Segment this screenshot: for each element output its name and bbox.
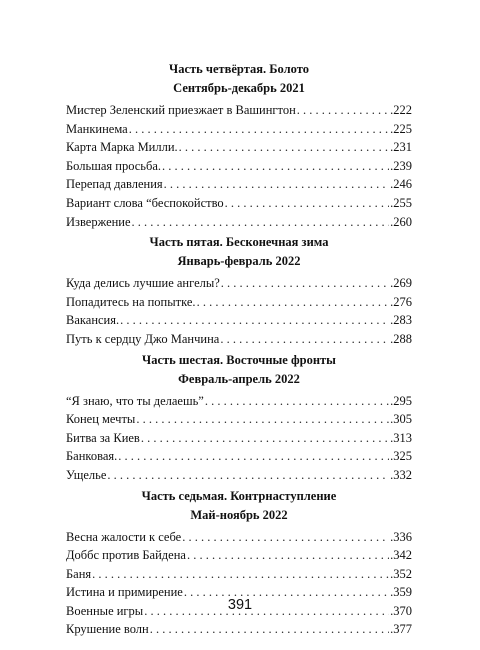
entry-title: Путь к сердцу Джо Манчина (66, 331, 220, 346)
entry-page: .295 (390, 393, 412, 408)
toc-entry (66, 157, 412, 176)
part-date-range: Май-ноябрь 2022 (190, 507, 288, 522)
entry-page: .283 (390, 313, 412, 328)
entry-title: Истина и примирение (66, 585, 183, 600)
entry-title: Попадитесь на попытке. (66, 294, 196, 309)
dot-leader (164, 175, 389, 194)
toc-entry (66, 392, 412, 411)
entry-title: Мистер Зеленский приезжает в Вашингтон (66, 103, 296, 117)
dot-leader (129, 120, 389, 139)
entry-page: .359 (390, 585, 412, 600)
part-title: Часть четвёртая. Болото (169, 62, 309, 76)
dot-leader (141, 429, 389, 448)
entry-page: .305 (390, 412, 412, 427)
entry-title: Конец мечты (66, 412, 136, 427)
dot-leader (162, 157, 389, 176)
dot-leader (132, 213, 390, 232)
toc-entry (66, 565, 412, 584)
dot-leader (197, 293, 390, 312)
entry-title: Извержение (66, 214, 131, 229)
entry-page: .332 (390, 467, 412, 482)
toc-entry (66, 194, 412, 213)
entry-page: .222 (390, 103, 412, 117)
entry-title: Доббс против Байдена (66, 548, 186, 563)
entry-title: Военные игры (66, 603, 144, 618)
entry-page: .370 (390, 603, 412, 618)
toc-entry (66, 138, 412, 157)
toc-entry (66, 429, 412, 448)
toc-entry (66, 120, 412, 139)
page-number: 391 (227, 597, 253, 613)
entry-title: “Я знаю, что ты делаешь” (66, 393, 204, 408)
toc-entry (66, 546, 412, 565)
entry-title: Куда делись лучшие ангелы? (66, 276, 220, 291)
part-section (66, 351, 412, 485)
entry-title: Перепад давления (66, 177, 163, 192)
entry-page: .255 (390, 195, 412, 210)
entry-page: .288 (390, 331, 412, 346)
entry-title: Весна жалости к себе (66, 529, 182, 544)
toc-entry (66, 528, 412, 547)
dot-leader (107, 466, 389, 485)
toc-entry (66, 311, 412, 330)
part-date-range: Сентябрь-декабрь 2021 (173, 81, 305, 95)
entry-page: .377 (390, 622, 412, 637)
part-section (66, 233, 412, 348)
entry-page: .276 (390, 294, 412, 309)
entry-title: Большая просьба. (66, 158, 162, 173)
part-title: Часть шестая. Восточные фронты (142, 352, 336, 367)
dot-leader (220, 330, 389, 349)
part-section (66, 487, 412, 640)
part-date-range: Январь-февраль 2022 (177, 254, 301, 269)
dot-leader (297, 101, 389, 120)
entry-title: Вариант слова “беспокойство (66, 195, 224, 210)
entry-title: Битва за Киев (66, 430, 140, 445)
entry-page: .260 (390, 214, 412, 229)
dot-leader (150, 620, 389, 639)
entry-page: .336 (390, 529, 412, 544)
entry-page: .352 (390, 566, 412, 581)
table-of-contents (66, 60, 412, 641)
entry-title: Банковая. (66, 449, 118, 464)
entry-title: Крушение волн (66, 622, 149, 637)
dot-leader (182, 528, 389, 547)
entry-title: Ущелье (66, 467, 107, 482)
dot-leader (120, 311, 389, 330)
toc-entry (66, 466, 412, 485)
toc-entry (66, 175, 412, 194)
part-title: Часть седьмая. Контрнаступление (141, 488, 337, 503)
entry-title: Баня (66, 566, 92, 581)
dot-leader (92, 565, 389, 584)
dot-leader (118, 447, 389, 466)
entry-page: .225 (390, 121, 412, 136)
entry-title: Вакансия. (66, 313, 120, 328)
dot-leader (179, 138, 389, 157)
entry-page: .342 (390, 548, 412, 563)
entry-page: .269 (390, 276, 412, 291)
toc-entry (66, 293, 412, 312)
toc-entry (66, 410, 412, 429)
dot-leader (221, 274, 389, 293)
entry-title: Карта Марка Милли. (66, 140, 178, 155)
dot-leader (136, 410, 389, 429)
toc-entry (66, 101, 412, 120)
entry-page: .246 (390, 177, 412, 192)
toc-entry (66, 330, 412, 349)
part-title: Часть пятая. Бесконечная зима (149, 235, 329, 250)
dot-leader (187, 546, 389, 565)
toc-entry (66, 274, 412, 293)
toc-entry (66, 213, 412, 232)
entry-page: .231 (390, 140, 412, 155)
entry-page: .313 (390, 430, 412, 445)
entry-title: Манкинема (66, 121, 128, 136)
part-section (66, 60, 412, 231)
entry-page: .239 (390, 158, 412, 173)
dot-leader (205, 392, 389, 411)
part-date-range: Февраль-апрель 2022 (178, 371, 300, 386)
entry-page: .325 (390, 449, 412, 464)
toc-entry (66, 620, 412, 639)
dot-leader (225, 194, 389, 213)
toc-entry (66, 447, 412, 466)
